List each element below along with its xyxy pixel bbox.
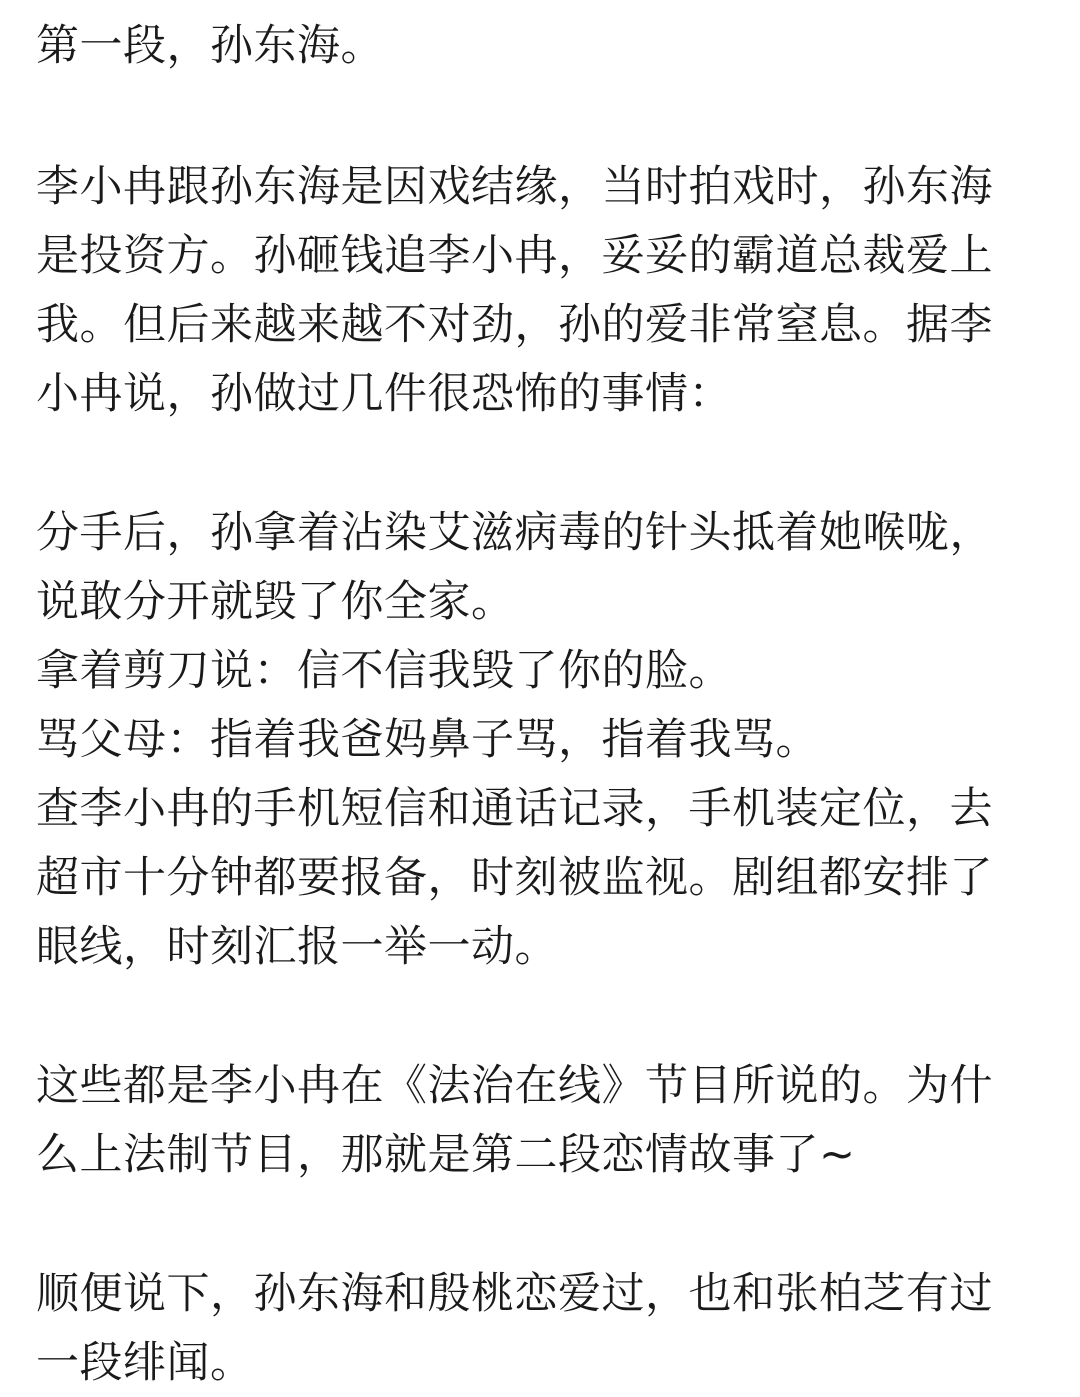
paragraph-2-line-4: 小冉说，孙做过几件很恐怖的事情：	[36, 369, 732, 419]
paragraph-5-line-1: 顺便说下，孙东海和殷桃恋爱过，也和张柏芝有过	[36, 1269, 993, 1319]
paragraph-3-line-1: 分手后，孙拿着沾染艾滋病毒的针头抵着她喉咙，	[36, 508, 993, 558]
paragraph-3-line-7: 眼线，时刻汇报一举一动。	[36, 922, 558, 972]
paragraph-3-line-5: 查李小冉的手机短信和通话记录，手机装定位，去	[36, 784, 993, 834]
paragraph-4-line-1: 这些都是李小冉在《法治在线》节目所说的。为什	[36, 1061, 993, 1111]
paragraph-3-line-4: 骂父母：指着我爸妈鼻子骂，指着我骂。	[36, 715, 819, 765]
paragraph-3-line-2: 说敢分开就毁了你全家。	[36, 577, 515, 627]
paragraph-4-line-2: 么上法制节目，那就是第二段恋情故事了~	[36, 1130, 856, 1180]
paragraph-2-line-3: 我。但后来越来越不对劲，孙的爱非常窒息。据李	[36, 300, 993, 350]
paragraph-3-line-3: 拿着剪刀说：信不信我毁了你的脸。	[36, 646, 732, 696]
paragraph-2-line-1: 李小冉跟孙东海是因戏结缘，当时拍戏时，孙东海	[36, 162, 993, 212]
paragraph-1-line-1: 第一段，孙东海。	[36, 21, 384, 71]
paragraph-3-line-6: 超市十分钟都要报备，时刻被监视。剧组都安排了	[36, 853, 993, 903]
paragraph-2-line-2: 是投资方。孙砸钱追李小冉，妥妥的霸道总裁爱上	[36, 231, 993, 281]
paragraph-5-line-2: 一段绯闻。	[36, 1338, 254, 1388]
